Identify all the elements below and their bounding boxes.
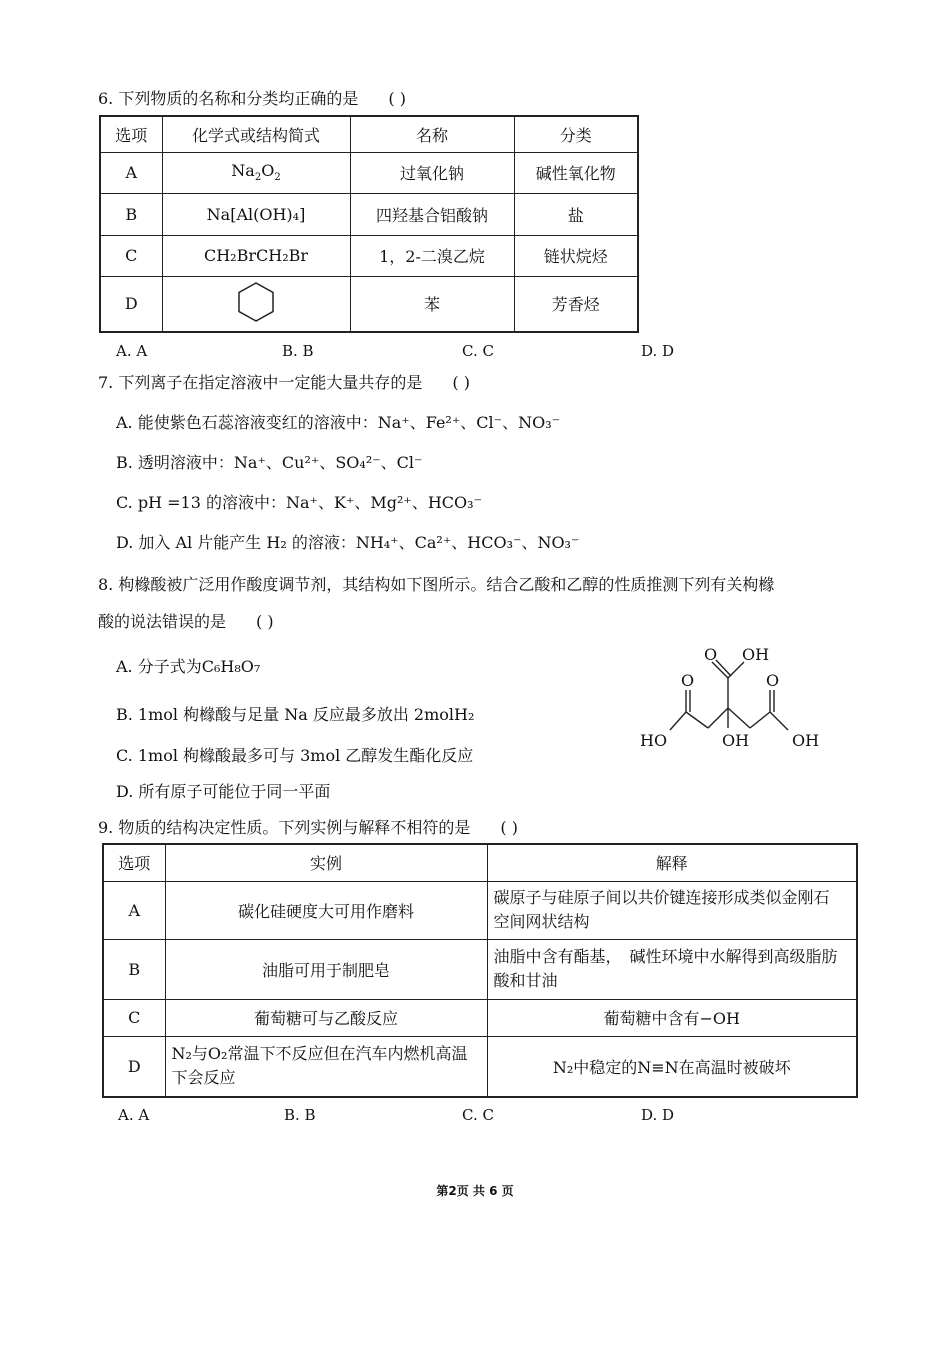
q6-title (98, 86, 406, 109)
q6-class-cell: 芳香烃 (514, 276, 638, 332)
q6-name-cell: 过氧化钠 (350, 152, 514, 193)
choice-c[interactable]: C. C (462, 342, 494, 360)
q9-option-cell: B (103, 939, 165, 999)
q6-header-cell: 分类 (514, 116, 638, 152)
q7-option-d[interactable]: D. 加入 Al 片能产生 H₂ 的溶液：NH₄⁺、Ca²⁺、HCO₃⁻、NO₃⁻ (116, 533, 580, 552)
q9-header-row (103, 844, 857, 881)
cyclohexane-icon (234, 280, 278, 324)
q6-header-row (100, 116, 638, 152)
q7-option-a[interactable]: A. 能使紫色石蕊溶液变红的溶液中：Na⁺、Fe²⁺、Cl⁻、NO₃⁻ (116, 413, 561, 432)
label-oh-right: OH (792, 731, 820, 750)
table-row (103, 939, 857, 999)
q9-explain-cell: N₂中稳定的N≡N在高温时被破坏 (487, 1036, 857, 1097)
q9-explain-cell: 葡萄糖中含有−OH (487, 999, 857, 1036)
q8-paren: ( ) (256, 612, 274, 631)
choice-b[interactable]: B. B (284, 1106, 316, 1124)
table-row (103, 1036, 857, 1097)
choice-a[interactable]: A. A (116, 342, 148, 360)
q8-option-d[interactable]: D. 所有原子可能位于同一平面 (116, 782, 331, 801)
q9-explain-cell: 碳原子与硅原子间以共价键连接形成类似金刚石 空间网状结构 (487, 881, 857, 939)
table-row (100, 152, 638, 193)
table-row (103, 999, 857, 1036)
citric-acid-structure (630, 640, 830, 760)
q9-example-cell: 葡萄糖可与乙酸反应 (165, 999, 487, 1036)
q9-header-cell: 选项 (103, 844, 165, 881)
q9-header-cell: 解释 (487, 844, 857, 881)
q6-formula-cell: Na[Al(OH)₄] (162, 193, 350, 235)
choice-d[interactable]: D. D (641, 342, 675, 360)
table-row (100, 276, 638, 332)
q7-title-text: 7. 下列离子在指定溶液中一定能大量共存的是 (98, 373, 423, 392)
label-oh-top: OH (742, 645, 770, 664)
table-row (103, 881, 857, 939)
q6-option-cell: A (100, 152, 162, 193)
label-ho-left: HO (640, 731, 668, 750)
q6-class-cell: 盐 (514, 193, 638, 235)
q7-option-b[interactable]: B. 透明溶液中：Na⁺、Cu²⁺、SO₄²⁻、Cl⁻ (116, 453, 423, 472)
label-o-left: O (681, 671, 695, 690)
q6-option-cell: D (100, 276, 162, 332)
q6-class-cell: 碱性氧化物 (514, 152, 638, 193)
q6-name-cell: 四羟基合铝酸钠 (350, 193, 514, 235)
q6-table (99, 115, 639, 333)
q8-option-b[interactable]: B. 1mol 枸橼酸与足量 Na 反应最多放出 2molH₂ (116, 705, 475, 724)
q8-title-line2 (98, 609, 274, 632)
q6-header-cell: 选项 (100, 116, 162, 152)
q6-header-cell: 名称 (350, 116, 514, 152)
q6-class-cell: 链状烷烃 (514, 235, 638, 276)
q9-title-text: 9. 物质的结构决定性质。下列实例与解释不相符的是 (98, 818, 471, 837)
q6-option-cell: B (100, 193, 162, 235)
q9-paren: ( ) (500, 818, 518, 837)
formula-sub: 2 (254, 172, 262, 184)
q9-choices (0, 1106, 950, 1126)
label-oh-mid: OH (722, 731, 750, 750)
q6-option-cell: C (100, 235, 162, 276)
label-o-right: O (766, 671, 780, 690)
q6-choices (0, 342, 950, 362)
q6-name-cell: 1，2-二溴乙烷 (350, 235, 514, 276)
q9-header-cell: 实例 (165, 844, 487, 881)
choice-c[interactable]: C. C (462, 1106, 494, 1124)
q6-name-cell: 苯 (350, 276, 514, 332)
table-row (100, 235, 638, 276)
q9-table (102, 843, 858, 1098)
choice-b[interactable]: B. B (282, 342, 314, 360)
q6-formula-cell (162, 152, 350, 193)
table-row (100, 193, 638, 235)
choice-a[interactable]: A. A (118, 1106, 150, 1124)
q8-option-a[interactable]: A. 分子式为C₆H₈O₇ (116, 657, 261, 676)
q8-option-c[interactable]: C. 1mol 枸橼酸最多可与 3mol 乙醇发生酯化反应 (116, 746, 474, 765)
q6-formula-cell (162, 276, 350, 332)
formula-sub: 2 (274, 172, 281, 184)
q8-title-text: 酸的说法错误的是 (98, 612, 227, 631)
choice-d[interactable]: D. D (641, 1106, 675, 1124)
q9-option-cell: A (103, 881, 165, 939)
q7-title (98, 370, 470, 393)
formula-part: O (261, 161, 275, 181)
q8-title-line1: 8. 枸橼酸被广泛用作酸度调节剂，其结构如下图所示。结合乙酸和乙醇的性质推测下列有关枸橼 (98, 575, 775, 594)
q6-title-text: 6. 下列物质的名称和分类均正确的是 (98, 89, 359, 108)
q6-formula-cell: CH₂BrCH₂Br (162, 235, 350, 276)
formula-part: Na (231, 161, 255, 181)
q7-option-c[interactable]: C. pH =13 的溶液中：Na⁺、K⁺、Mg²⁺、HCO₃⁻ (116, 493, 483, 512)
q9-example-cell: 碳化硅硬度大可用作磨料 (165, 881, 487, 939)
q9-example-cell: 油脂可用于制肥皂 (165, 939, 487, 999)
page-footer: 第2页 共 6 页 (436, 1184, 514, 1198)
q9-title (98, 815, 518, 838)
q6-header-cell: 化学式或结构简式 (162, 116, 350, 152)
q9-option-cell: C (103, 999, 165, 1036)
q6-paren: ( ) (388, 89, 406, 108)
q7-paren: ( ) (452, 373, 470, 392)
q9-explain-cell: 油脂中含有酯基， 碱性环境中水解得到高级脂肪酸和甘油 (487, 939, 857, 999)
q9-option-cell: D (103, 1036, 165, 1097)
label-o-top: O (704, 645, 718, 664)
q9-example-cell: N₂与O₂常温下不反应但在汽车内燃机高温下会反应 (165, 1036, 487, 1097)
